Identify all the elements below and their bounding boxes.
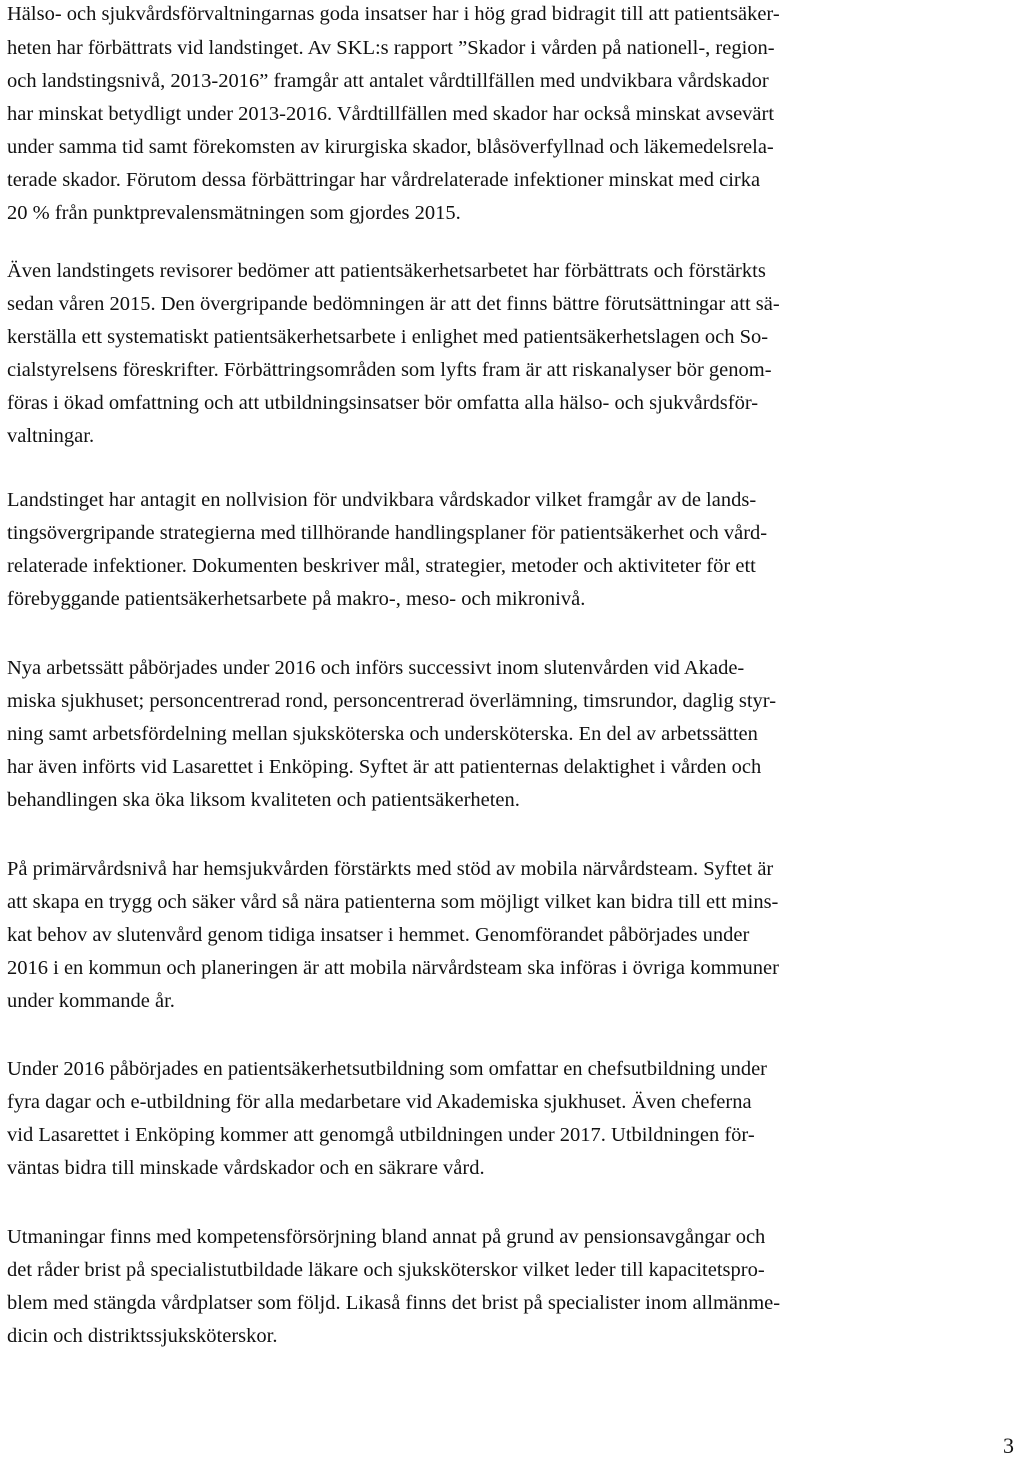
text-line: och landstingsnivå, 2013-2016” framgår att antalet vårdtillfällen med undvikbara vårdskador xyxy=(7,70,769,92)
text-line: har minskat betydligt under 2013-2016. Vårdtillfällen med skador har också minskat avsevärt xyxy=(7,103,775,125)
text-line: det råder brist på specialistutbildade läkare och sjuksköterskor vilket leder till kapacitetspro- xyxy=(7,1259,765,1281)
text-line: fyra dagar och e-utbildning för alla medarbetare vid Akademiska sjukhuset. Även cheferna xyxy=(7,1091,752,1113)
text-line: Landstinget har antagit en nollvision för undvikbara vårdskador vilket framgår av de lands- xyxy=(7,489,757,511)
text-line: Nya arbetssätt påbörjades under 2016 och införs successivt inom slutenvården vid Akade- xyxy=(7,657,745,679)
text-line: miska sjukhuset; personcentrerad rond, personcentrerad överlämning, timsrundor, daglig styr- xyxy=(7,690,777,712)
text-line: relaterade infektioner. Dokumenten beskriver mål, strategier, metoder och aktiviteter för ett xyxy=(7,555,756,577)
text-line: Hälso- och sjukvårdsförvaltningarnas goda insatser har i hög grad bidragit till att patientsäker- xyxy=(7,3,780,25)
text-line: tingsövergripande strategierna med tillhörande handlingsplaner för patientsäkerhet och vård- xyxy=(7,522,768,544)
text-line: Även landstingets revisorer bedömer att patientsäkerhetsarbetet har förbättrats och förstärkts xyxy=(7,260,766,282)
text-line: behandlingen ska öka liksom kvaliteten och patientsäkerheten. xyxy=(7,789,520,811)
text-line: väntas bidra till minskade vårdskador och en säkrare vård. xyxy=(7,1157,485,1179)
text-line: Utmaningar finns med kompetensförsörjning bland annat på grund av pensionsavgångar och xyxy=(7,1226,766,1248)
text-line: förebyggande patientsäkerhetsarbete på makro-, meso- och mikronivå. xyxy=(7,588,586,610)
text-line: 20 % från punktprevalensmätningen som gjordes 2015. xyxy=(7,202,461,224)
page-number: 3 xyxy=(1003,1433,1014,1458)
text-line: kerställa ett systematiskt patientsäkerhetsarbete i enlighet med patientsäkerhetslagen och So- xyxy=(7,326,769,348)
text-line: föras i ökad omfattning och att utbildningsinsatser bör omfatta alla hälso- och sjukvårdsför- xyxy=(7,392,759,414)
text-line: under kommande år. xyxy=(7,990,175,1012)
text-line: att skapa en trygg och säker vård så nära patienterna som möjligt vilket kan bidra till ett mins- xyxy=(7,891,779,913)
text-line: cialstyrelsens föreskrifter. Förbättringsområden som lyfts fram är att riskanalyser bör genom- xyxy=(7,359,772,381)
text-line: under samma tid samt förekomsten av kirurgiska skador, blåsöverfyllnad och läkemedelsrela- xyxy=(7,136,774,158)
text-line: ning samt arbetsfördelning mellan sjuksköterska och undersköterska. En del av arbetssätten xyxy=(7,723,758,745)
text-line: terade skador. Förutom dessa förbättringar har vårdrelaterade infektioner minskat med cirka xyxy=(7,169,761,191)
text-line: Under 2016 påbörjades en patientsäkerhetsutbildning som omfattar en chefsutbildning under xyxy=(7,1058,768,1080)
text-line: På primärvårdsnivå har hemsjukvården förstärkts med stöd av mobila närvårdsteam. Syftet är xyxy=(7,858,774,880)
text-line: kat behov av slutenvård genom tidiga insatser i hemmet. Genomförandet påbörjades under xyxy=(7,924,750,946)
text-line: blem med stängda vårdplatser som följd. Likaså finns det brist på specialister inom allmänme- xyxy=(7,1292,781,1314)
text-line: sedan våren 2015. Den övergripande bedömningen är att det finns bättre förutsättningar att sä- xyxy=(7,293,780,315)
text-line: dicin och distriktssjuksköterskor. xyxy=(7,1325,278,1347)
text-line: vid Lasarettet i Enköping kommer att genomgå utbildningen under 2017. Utbildningen för- xyxy=(7,1124,755,1146)
text-line: valtningar. xyxy=(7,425,95,447)
text-line: heten har förbättrats vid landstinget. Av SKL:s rapport ”Skador i vården på nationell-, region- xyxy=(7,37,775,59)
text-line: 2016 i en kommun och planeringen är att mobila närvårdsteam ska införas i övriga kommuner xyxy=(7,957,779,979)
text-line: har även införts vid Lasarettet i Enköping. Syftet är att patienternas delaktighet i vården och xyxy=(7,756,762,778)
